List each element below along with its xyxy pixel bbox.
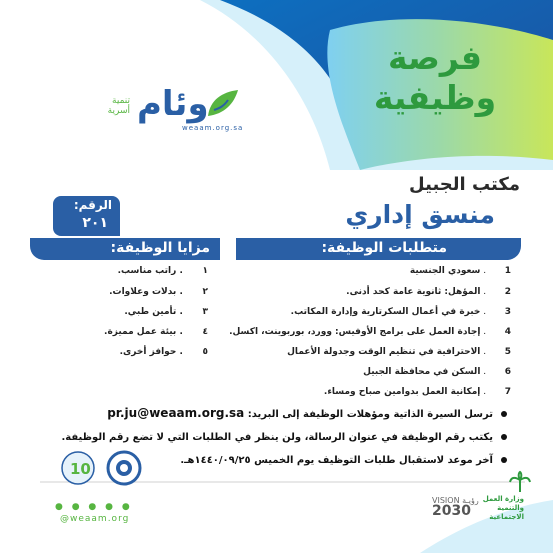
job-ref-number: ٢٠١ xyxy=(82,215,108,231)
benefit-text: تأمين طبي. xyxy=(124,307,177,317)
vision-2030-logo: 2030 xyxy=(432,503,471,519)
requirement-num: 7 xyxy=(504,387,511,397)
logo-wordmark: وئام xyxy=(137,84,209,124)
leaf-icon xyxy=(204,86,244,122)
benefit-text: بيئة عمل مميزة. xyxy=(104,327,177,337)
benefit-text: حوافز أخرى. xyxy=(119,347,177,357)
benefit-num: ١ xyxy=(202,266,208,276)
requirement-text: الاحترافية في تنظيم الوقت وجدولة الأعمال xyxy=(287,347,481,357)
logo-side-text-1: تنمية xyxy=(112,96,130,106)
note-send-cv xyxy=(52,406,507,420)
job-ref-box xyxy=(53,196,120,236)
benefit-text: بدلات وعلاوات. xyxy=(109,287,177,297)
note-send-cv-text: ترسل السيرة الذاتية ومؤهلات الوظيفة إلى البريد: xyxy=(247,409,493,420)
requirement-text: المؤهل: ثانوية عامة كحد أدنى. xyxy=(346,287,481,297)
requirement-item: 5 . الاحترافية في تنظيم الوقت وجدولة الأعمال xyxy=(287,347,511,357)
logo-side-text xyxy=(92,96,130,116)
benefit-item: ٥ . حوافز أخرى. xyxy=(119,347,208,357)
benefit-text: راتب مناسب. xyxy=(117,266,177,276)
requirement-text: خبرة في أعمال السكرتارية وإدارة المكاتب. xyxy=(290,307,481,317)
benefits-header xyxy=(30,238,220,260)
benefit-num: ٣ xyxy=(202,307,208,317)
requirement-item: 7 . إمكانية العمل بدوامين صباح ومساء. xyxy=(323,387,511,397)
benefit-item: ٢ . بدلات وعلاوات. xyxy=(109,287,208,297)
email-link[interactable]: pr.ju@weaam.org.sa xyxy=(107,406,245,420)
requirement-item: 3 . خبرة في أعمال السكرتارية وإدارة المكاتب. xyxy=(290,307,511,317)
page-title xyxy=(350,38,520,118)
social-handle[interactable]: @weaam.org xyxy=(60,514,130,524)
job-ref-label: الرقم: xyxy=(73,198,112,212)
requirement-text: سعودي الجنسية xyxy=(409,266,481,276)
palm-icon xyxy=(508,470,532,494)
benefit-item: ٤ . بيئة عمل مميزة. xyxy=(104,327,208,337)
office-name: مكتب الجبيل xyxy=(409,174,520,195)
requirements-header xyxy=(236,238,521,260)
ministry-logo-text: وزارة العمل والتنمية الاجتماعية xyxy=(482,495,524,521)
requirement-num: 6 xyxy=(504,367,511,377)
anniversary-badge xyxy=(58,436,148,498)
position-title: منسق إداري xyxy=(345,200,495,229)
requirement-item: 4 . إجادة العمل على برامج الأوفيس: وورد، بوربوينت، اكسل. xyxy=(229,327,511,337)
requirement-item: 1 . سعودي الجنسية xyxy=(409,266,511,276)
bullet-icon xyxy=(501,457,507,463)
bullet-icon xyxy=(501,434,507,440)
benefit-num: ٥ xyxy=(202,347,208,357)
requirement-item: 6 . السكن في محافظة الجبيل xyxy=(363,367,511,377)
benefits-title: مزايا الوظيفة: xyxy=(110,240,210,256)
note-subject-text: يكتب رقم الوظيفة في عنوان الرسالة، ولن ينظر في الطلبات التي لا تضع رقم الوظيفة. xyxy=(61,432,493,443)
vision-label: VISION رؤيـة xyxy=(432,496,479,505)
benefit-num: ٢ xyxy=(202,287,208,297)
requirement-text: إجادة العمل على برامج الأوفيس: وورد، بوربوينت، اكسل. xyxy=(229,327,481,337)
weaam-logo xyxy=(92,82,252,142)
requirements-title: متطلبات الوظيفة: xyxy=(321,240,447,256)
logo-site: weaam.org.sa xyxy=(182,124,244,132)
requirement-num: 5 xyxy=(504,347,511,357)
requirement-num: 4 xyxy=(504,327,511,337)
logo-side-text-2: أسرية xyxy=(107,106,130,116)
note-deadline-text: آخر موعد لاستقبال طلبات التوظيف يوم الخميس ١٤٤٠/٠٩/٢٥هـ. xyxy=(180,455,493,466)
svg-text:10: 10 xyxy=(70,460,91,478)
requirement-text: إمكانية العمل بدوامين صباح ومساء. xyxy=(323,387,481,397)
benefit-item: ٣ . تأمين طبي. xyxy=(124,307,208,317)
requirement-text: السكن في محافظة الجبيل xyxy=(363,367,481,377)
bullet-icon xyxy=(501,411,507,417)
requirement-item: 2 . المؤهل: ثانوية عامة كحد أدنى. xyxy=(346,287,511,297)
requirement-num: 2 xyxy=(504,287,511,297)
social-icons: ● ● ● ● ● xyxy=(55,502,133,512)
title-line-2: وظيفية xyxy=(373,78,497,117)
requirement-num: 1 xyxy=(504,266,511,276)
benefit-item: ١ . راتب مناسب. xyxy=(117,266,208,276)
requirement-num: 3 xyxy=(504,307,511,317)
benefit-num: ٤ xyxy=(202,327,208,337)
title-line-1: فرصة xyxy=(387,38,483,77)
